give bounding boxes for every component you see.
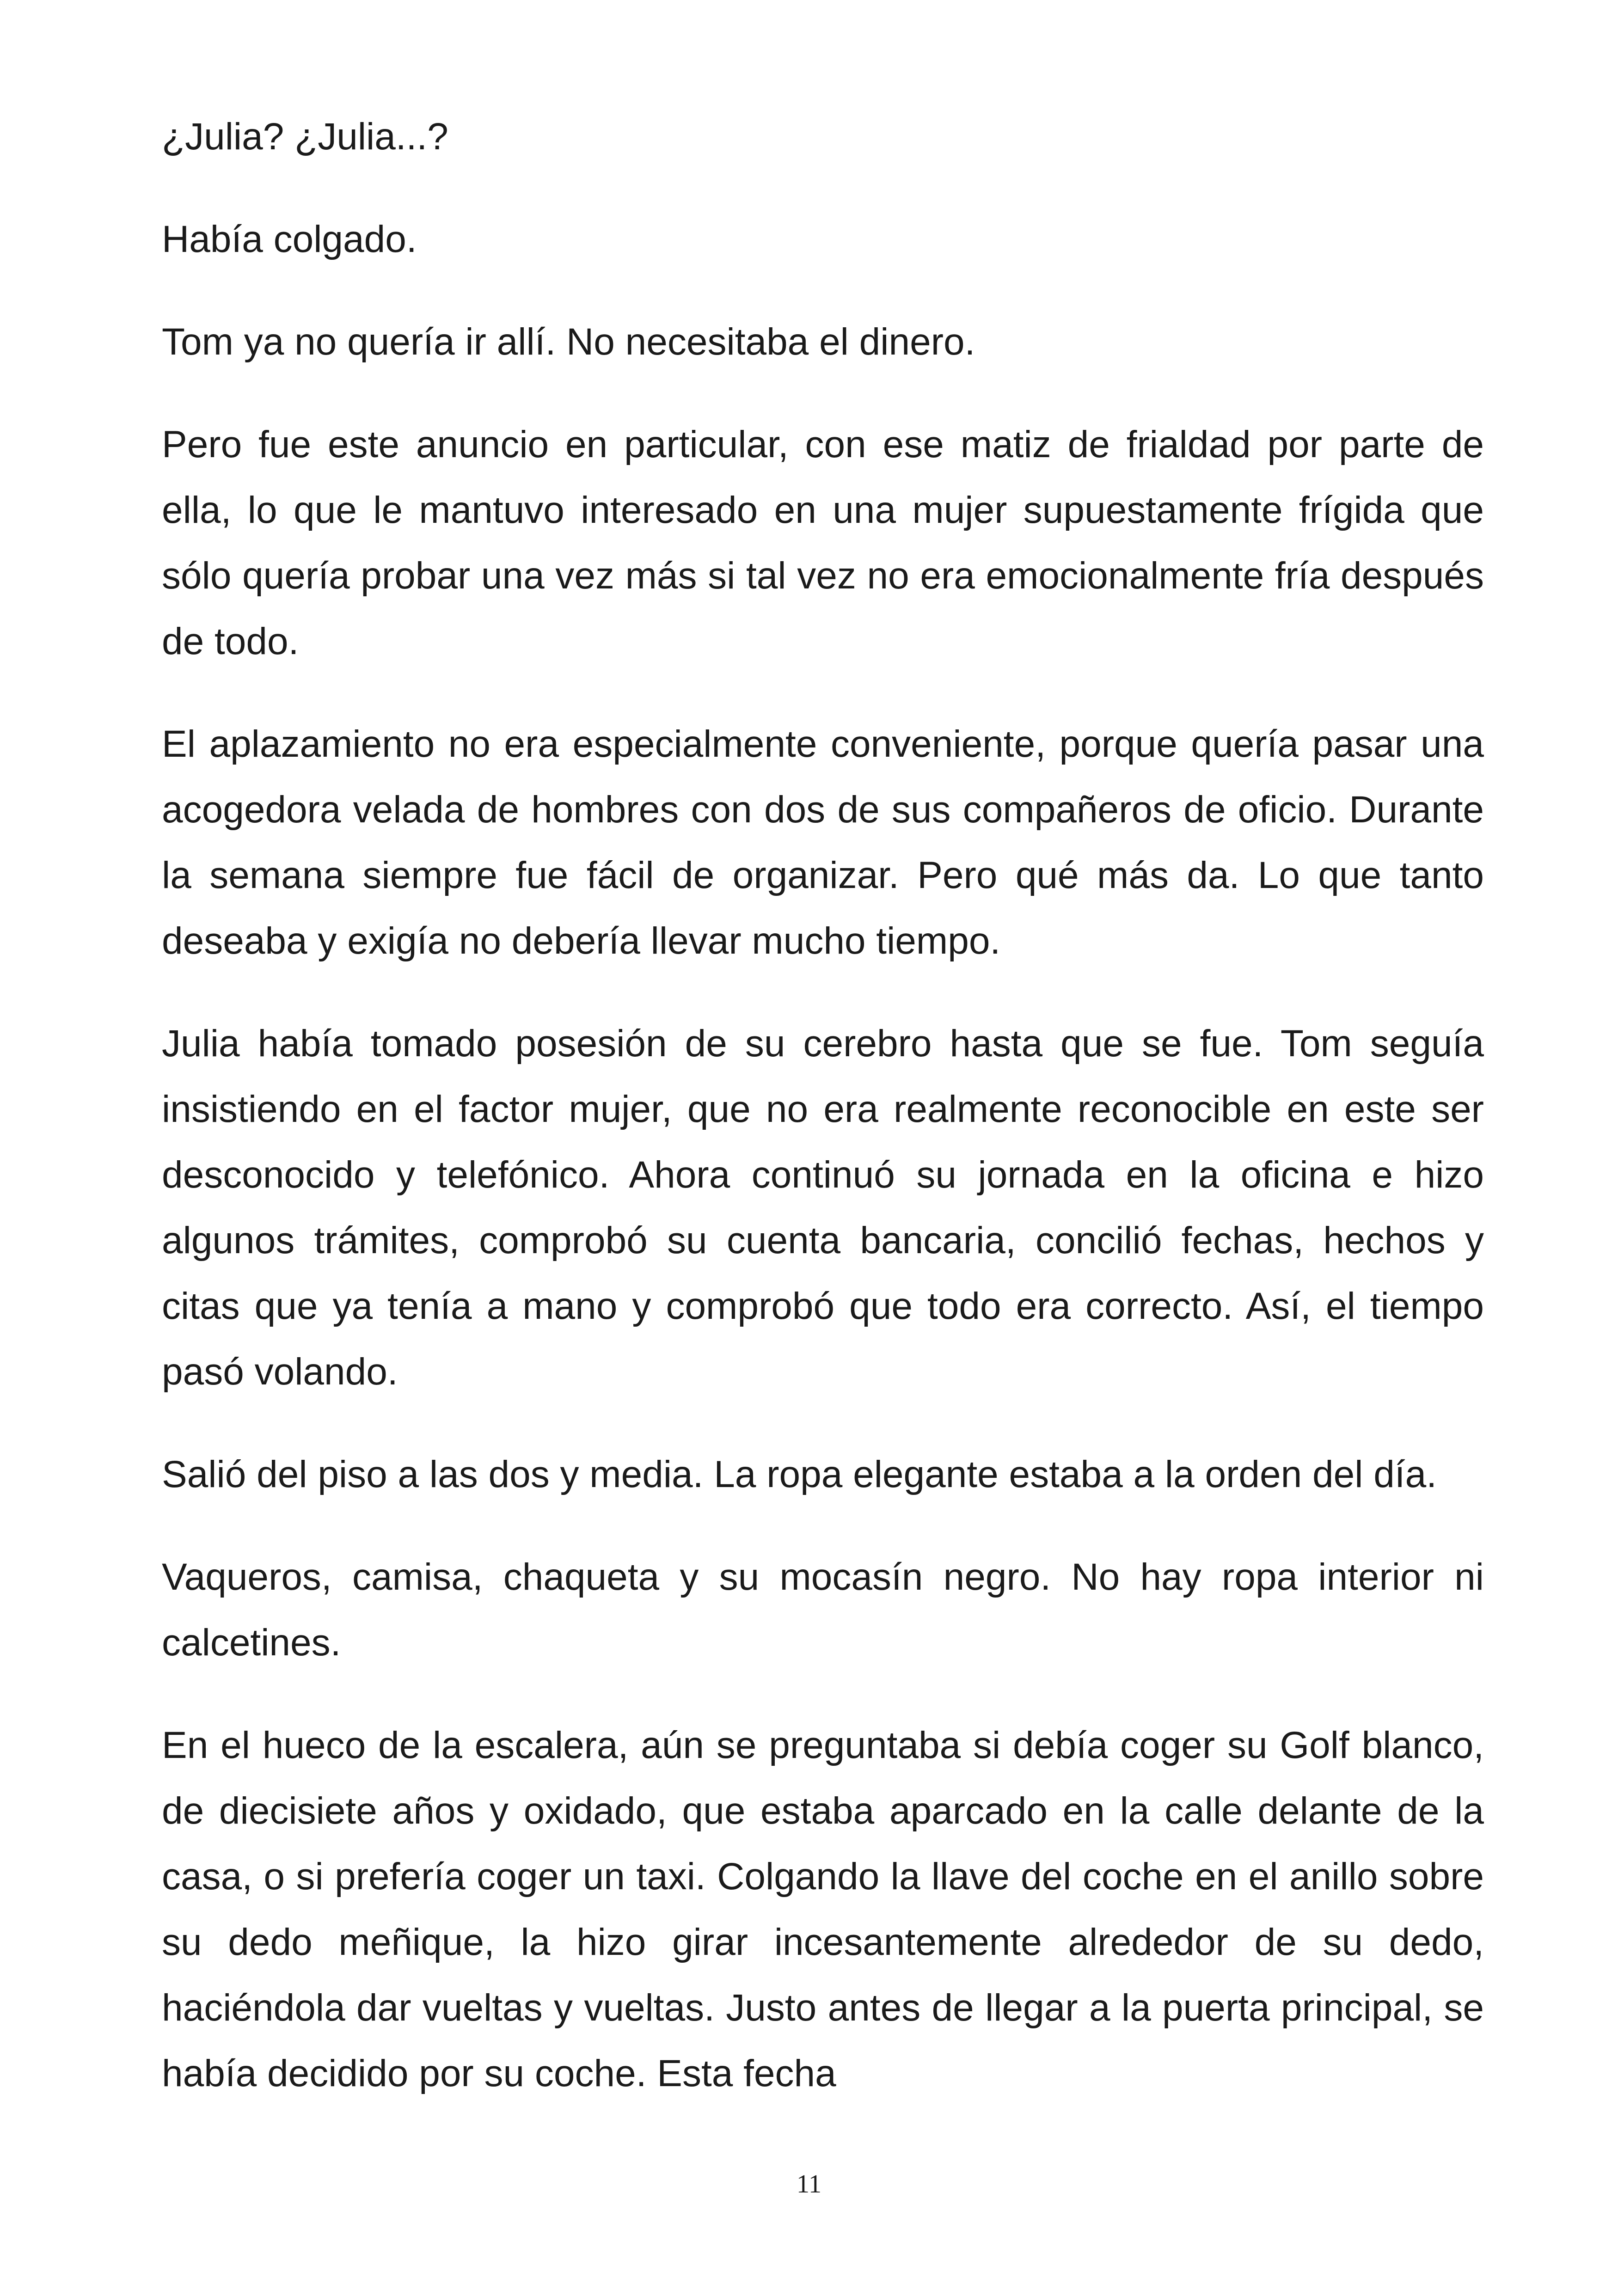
paragraph-5: El aplazamiento no era especialmente conveniente, porque quería pasar una acogedora velada de hombres con dos de sus compañeros de oficio. Durante la semana siempre fue fácil de organizar. Pero qué más da. Lo que tanto deseaba y exigía no debería llevar mucho tiempo. [162, 723, 1484, 962]
paragraph-1: ¿Julia? ¿Julia...? [162, 116, 448, 158]
paragraph-7: Salió del piso a las dos y media. La ropa elegante estaba a la orden del día. [162, 1453, 1437, 1495]
paragraph-8: Vaqueros, camisa, chaqueta y su mocasín negro. No hay ropa interior ni calcetines. [162, 1556, 1484, 1664]
paragraph-3: Tom ya no quería ir allí. No necesitaba el dinero. [162, 321, 975, 363]
page-body [162, 104, 1484, 2106]
page-number: 11 [797, 2170, 821, 2198]
paragraph-4: Pero fue este anuncio en particular, con ese matiz de frialdad por parte de ella, lo que le mantuvo interesado en una mujer supuestamente frígida que sólo quería probar una vez más si tal vez no era emocionalmente fría después de todo. [162, 423, 1484, 662]
paragraph-6: Julia había tomado posesión de su cerebro hasta que se fue. Tom seguía insistiendo en el factor mujer, que no era realmente reconocible en este ser desconocido y telefónico. Ahora continuó su jornada en la oficina e hizo algunos trámites, comprobó su cuenta bancaria, concilió fechas, hechos y citas que ya tenía a mano y comprobó que todo era correcto. Así, el tiempo pasó volando. [162, 1022, 1484, 1393]
paragraph-2: Había colgado. [162, 218, 417, 260]
paragraph-9: En el hueco de la escalera, aún se preguntaba si debía coger su Golf blanco, de diecisiete años y oxidado, que estaba aparcado en la calle delante de la casa, o si prefería coger un taxi. Colgando la llave del coche en el anillo sobre su dedo meñique, la hizo girar incesantemente alrededor de su dedo, haciéndola dar vueltas y vueltas. Justo antes de llegar a la puerta principal, se había decidido por su coche. Esta fecha [162, 1724, 1484, 2094]
